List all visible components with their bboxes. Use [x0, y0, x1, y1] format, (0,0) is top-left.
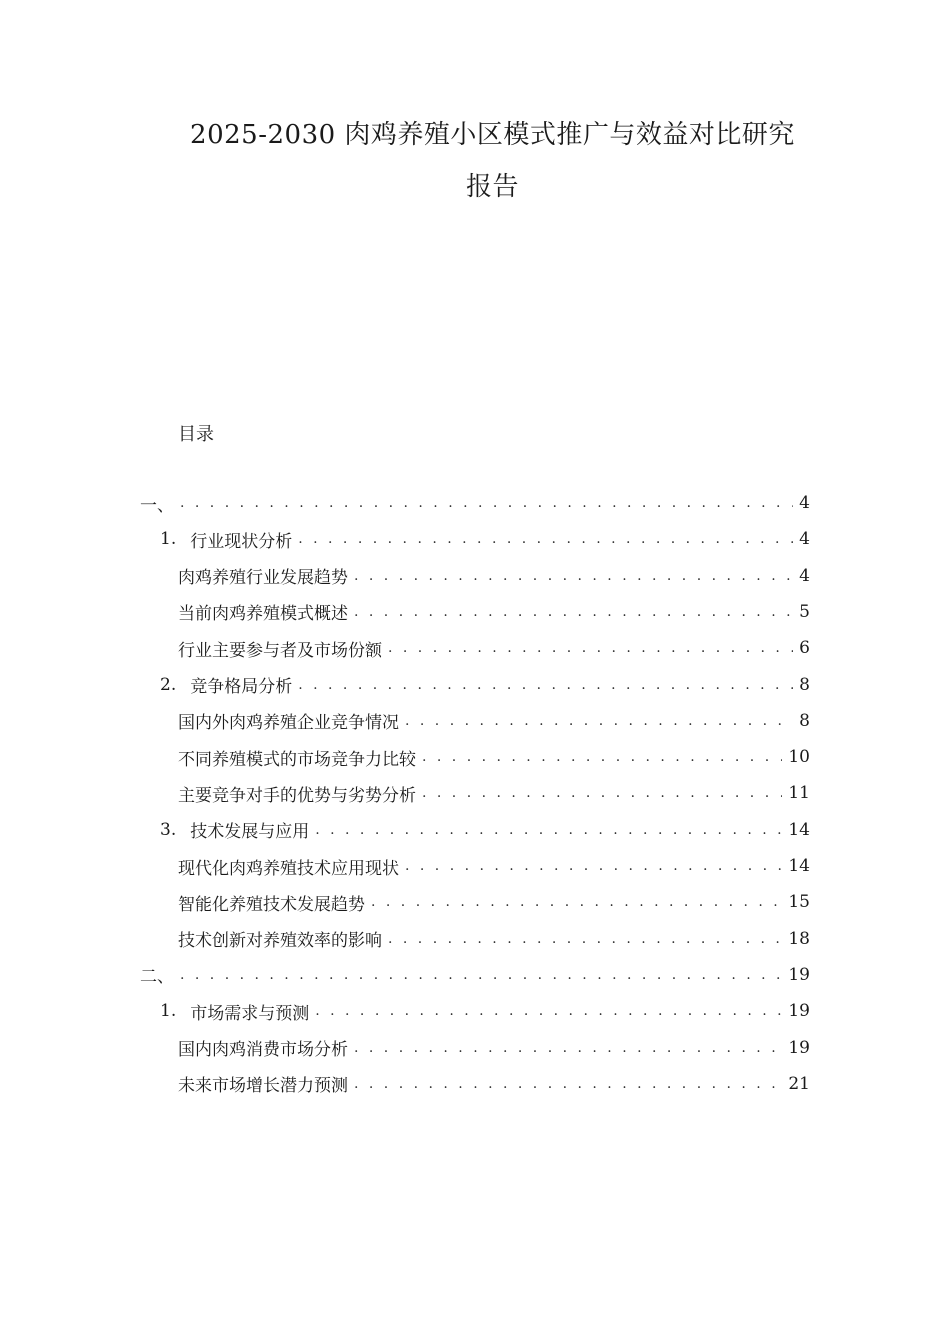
toc-leader-dots: [298, 677, 793, 693]
toc-entry-page-number: 19: [788, 1037, 810, 1058]
toc-entry[interactable]: [160, 521, 810, 557]
toc-entry-page-number: 14: [788, 819, 810, 840]
toc-entry-title: 智能化养殖技术发展趋势: [178, 894, 365, 915]
toc-leader-dots: [405, 713, 793, 729]
toc-entry-title: 肉鸡养殖行业发展趋势: [178, 568, 348, 589]
toc-entry-title: 当前肉鸡养殖模式概述: [178, 604, 348, 625]
toc-entry[interactable]: [178, 848, 810, 884]
toc-entry-page-number: 19: [788, 964, 810, 985]
toc-entry-title: 技术发展与应用: [190, 822, 310, 843]
toc-leader-dots: [180, 967, 782, 983]
toc-entry[interactable]: [140, 485, 810, 521]
toc-entry-title: 国内肉鸡消费市场分析: [178, 1040, 348, 1060]
toc-entry[interactable]: [178, 739, 810, 775]
toc-entry[interactable]: [178, 884, 810, 920]
toc-leader-dots: [354, 604, 793, 620]
toc-leader-dots: [371, 894, 782, 910]
toc-entry-title: 一、: [140, 495, 174, 516]
toc-leader-dots: [298, 531, 793, 547]
toc-leader-dots: [315, 1003, 782, 1019]
toc-entry-title: 行业主要参与者及市场份额: [178, 640, 382, 661]
toc-entry-page-number: 10: [788, 747, 810, 768]
toc-entry-page-number: 18: [788, 928, 810, 949]
toc-entry[interactable]: [178, 1066, 810, 1102]
toc-entry[interactable]: [160, 993, 810, 1029]
toc-entry-page-number: 8: [799, 674, 810, 695]
toc-entry-page-number: 6: [799, 638, 810, 659]
toc-entry-page-number: 11: [788, 783, 810, 804]
toc-entry-page-number: 8: [799, 710, 810, 731]
toc-leader-dots: [354, 1076, 782, 1092]
toc-entry-title: 不同养殖模式的市场竞争力比较: [178, 749, 416, 770]
toc-leader-dots: [180, 495, 793, 511]
document-title-line1: 2025-2030 肉鸡养殖小区模式推广与效益对比研究: [190, 120, 795, 150]
toc-entry-title: 国内外肉鸡养殖企业竞争情况: [178, 713, 399, 734]
toc-leader-dots: [315, 822, 782, 838]
toc-entry-page-number: 4: [799, 565, 810, 586]
document-title-line2: 报告: [465, 172, 519, 202]
toc-entry-number: 2.: [160, 674, 177, 695]
toc-leader-dots: [354, 1040, 782, 1056]
toc-entry-page-number: 5: [799, 601, 810, 622]
toc-entry[interactable]: [178, 1030, 810, 1066]
toc-entry[interactable]: [140, 957, 810, 993]
toc-entry-title: 竞争格局分析: [190, 677, 293, 697]
toc-entry-number: 1.: [160, 1001, 177, 1022]
toc-entry-page-number: 21: [788, 1073, 810, 1094]
toc-entry-page-number: 19: [788, 1001, 810, 1022]
toc-leader-dots: [388, 931, 782, 947]
toc-entry[interactable]: [160, 667, 810, 703]
toc-entry[interactable]: [178, 558, 810, 594]
toc-entry-page-number: 15: [788, 892, 810, 913]
toc-entry-title: 市场需求与预测: [190, 1003, 310, 1024]
toc-entry[interactable]: [178, 775, 810, 811]
toc-entry[interactable]: [160, 812, 810, 848]
toc-entry[interactable]: [178, 921, 810, 957]
toc-entry[interactable]: [178, 630, 810, 666]
toc-leader-dots: [354, 568, 793, 584]
toc-entry-title: 主要竞争对手的优势与劣势分析: [178, 785, 416, 806]
toc-entry[interactable]: [178, 703, 810, 739]
toc-leader-dots: [388, 640, 793, 656]
toc-entry-page-number: 4: [799, 529, 810, 550]
toc-leader-dots: [405, 858, 782, 874]
toc-leader-dots: [422, 785, 782, 801]
toc-entry-page-number: 14: [788, 856, 810, 876]
toc-entry-title: 现代化肉鸡养殖技术应用现状: [178, 858, 399, 879]
toc-entry-number: 1.: [160, 529, 177, 550]
toc-entry[interactable]: [178, 594, 810, 630]
toc-entry-title: 二、: [140, 967, 174, 988]
toc-entry-number: 3.: [160, 819, 177, 840]
toc-entry-title: 技术创新对养殖效率的影响: [178, 931, 382, 952]
toc-entry-title: 未来市场增长潜力预测: [178, 1076, 348, 1097]
toc-leader-dots: [422, 749, 782, 765]
toc-heading: 目录: [178, 424, 214, 445]
toc-entry-page-number: 4: [799, 493, 810, 513]
toc-entry-title: 行业现状分析: [190, 531, 293, 552]
